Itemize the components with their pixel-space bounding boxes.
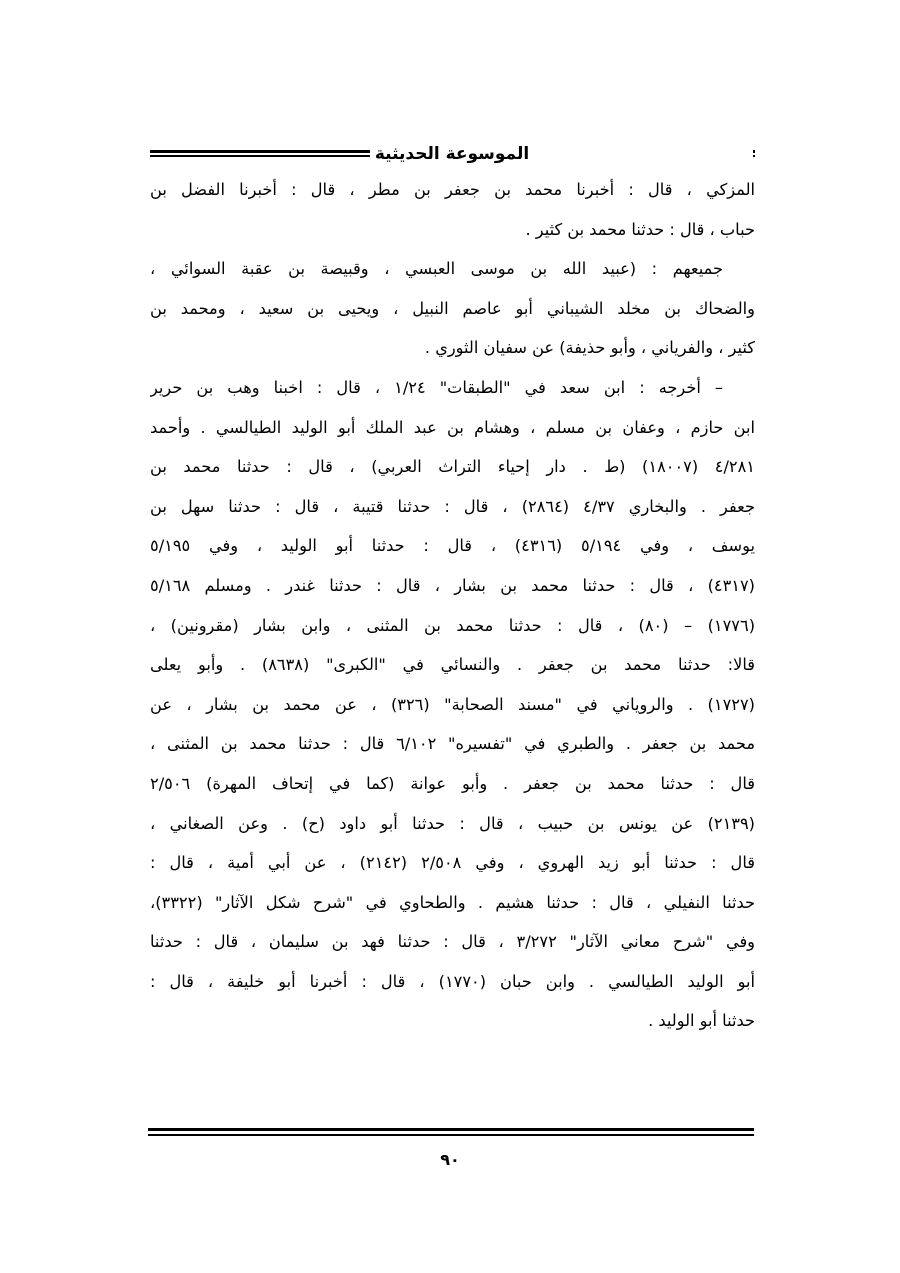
text-line: يوسف ، وفي ٥/١٩٤ (٤٣١٦) ، قال : حدثنا أبو الوليد ، وفي ٥/١٩٥ [150,536,755,556]
text-line: أبو الوليد الطيالسي . وابن حبان (١٧٧٠) ، قال : أخبرنا أبو خليفة ، قال : [150,971,755,991]
text-line: حباب ، قال : حدثنا محمد بن كثير . [525,219,755,239]
text-line: (٤٣١٧) ، قال : حدثنا محمد بن بشار ، قال : حدثنا غندر . ومسلم ٥/١٦٨ [150,575,755,595]
text-line: والضحاك بن مخلد الشيباني أبو عاصم النبيل ، ويحيى بن سعيد ، ومحمد بن [150,298,755,318]
text-line: جميعهم : (عبيد الله بن موسى العبسي ، وقبيصة بن عقبة السوائي ، [150,259,723,279]
header-rule-right [753,150,755,157]
header-title: الموسوعة الحديثية [374,144,530,164]
page-number: ٩٠ [440,1150,460,1169]
text-line: ٤/٢٨١ (١٨٠٠٧) (ط . دار إحياء التراث العربي) ، قال : حدثنا محمد بن [150,457,755,477]
text-line: (٢١٣٩) عن يونس بن حبيب ، قال : حدثنا أبو داود (ح) . وعن الصغاني ، [150,813,755,833]
text-line: المزكي ، قال : أخبرنا محمد بن جعفر بن مطر ، قال : أخبرنا الفضل بن [150,180,755,199]
text-line: قال : حدثنا أبو زيد الهروي ، وفي ٢/٥٠٨ (٢١٤٢) ، عن أبي أمية ، قال : [150,853,755,873]
body-text [150,170,755,1041]
text-line: وفي "شرح معاني الآثار" ٣/٢٧٢ ، قال : حدثنا فهد بن سليمان ، قال : حدثنا [150,932,755,952]
text-line: ابن حازم ، وعفان بن مسلم ، وهشام بن عبد الملك أبو الوليد الطيالسي . وأحمد [150,417,755,437]
text-line: – أخرجه : ابن سعد في "الطبقات" ١/٢٤ ، قال : اخبنا وهب بن حرير [150,377,723,397]
text-line: جعفر . والبخاري ٤/٣٧ (٢٨٦٤) ، قال : حدثنا قتيبة ، قال : حدثنا سهل بن [150,496,755,516]
running-header [150,142,755,166]
text-line: محمد بن جعفر . والطبري في "تفسيره" ٦/١٠٢ قال : حدثنا محمد بن المثنى ، [150,734,755,754]
footer-rule [148,1128,754,1136]
text-line: قال : حدثنا محمد بن جعفر . وأبو عوانة (كما في إتحاف المهرة) ٢/٥٠٦ [150,773,755,793]
text-line: (١٧٢٧) . والروياني في "مسند الصحابة" (٣٢٦) ، عن محمد بن بشار ، عن [150,694,755,714]
text-line: (١٧٧٦) – (٨٠) ، قال : حدثنا محمد بن المثنى ، وابن بشار (مقرونين) ، [150,615,755,635]
text-line: حدثنا أبو الوليد . [648,1011,755,1031]
text-line: كثير ، والفرياني ، وأبو حذيفة) عن سفيان الثوري . [424,338,755,358]
header-rule-left [150,150,370,157]
text-line: حدثنا النفيلي ، قال : حدثنا هشيم . والطحاوي في "شرح شكل الآثار" (٣٣٢٢)، [150,892,755,912]
text-line: قالا: حدثنا محمد بن جعفر . والنسائي في "الكبرى" (٨٦٣٨) . وأبو يعلى [150,655,755,675]
